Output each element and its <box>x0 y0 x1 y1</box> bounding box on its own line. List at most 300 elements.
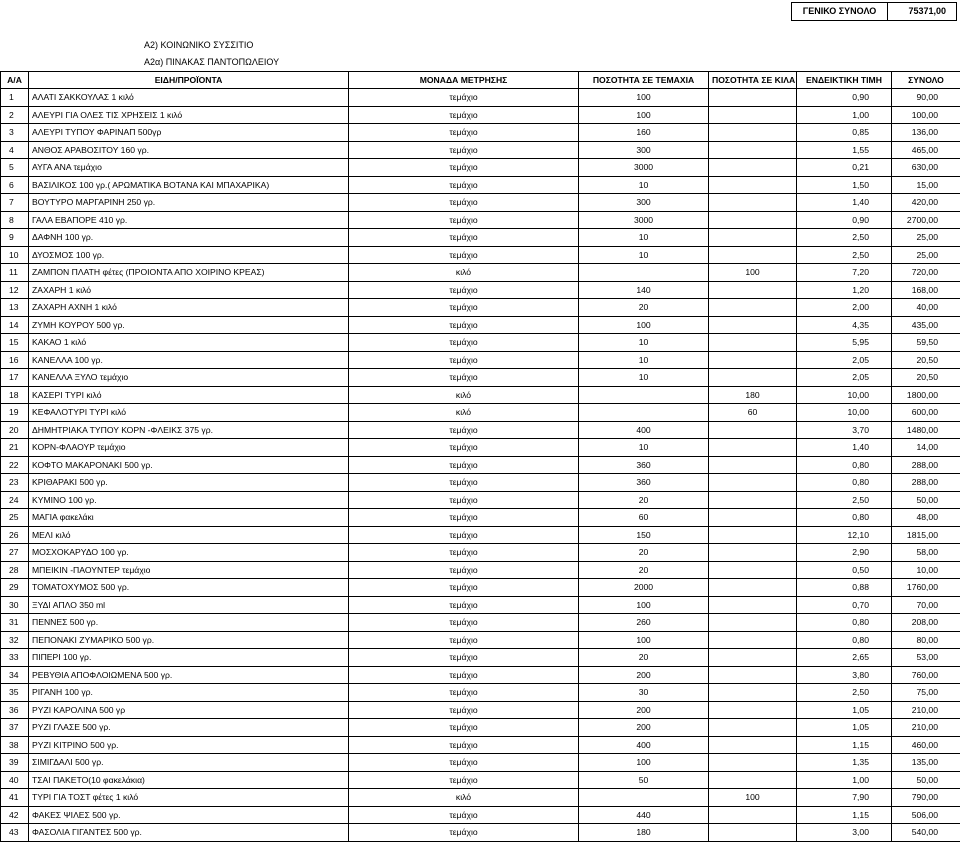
qty-pieces: 180 <box>579 824 709 842</box>
table-row <box>1 124 960 142</box>
qty-pieces: 140 <box>579 281 709 299</box>
unit: τεμάχιο <box>349 316 579 334</box>
unit: τεμάχιο <box>349 491 579 509</box>
unit-price: 4,35 <box>797 316 892 334</box>
qty-kilos <box>709 351 797 369</box>
line-total: 288,00 <box>892 456 960 474</box>
unit-price: 12,10 <box>797 526 892 544</box>
row-number: 6 <box>1 176 29 194</box>
qty-kilos <box>709 299 797 317</box>
row-number: 31 <box>1 614 29 632</box>
qty-pieces <box>579 386 709 404</box>
unit-price: 2,05 <box>797 351 892 369</box>
item-name: ΜΑΓΙΑ φακελάκι <box>29 509 349 527</box>
unit: τεμάχιο <box>349 421 579 439</box>
item-name: ΓΑΛΑ ΕΒΑΠΟΡΕ 410 γρ. <box>29 211 349 229</box>
line-total: 135,00 <box>892 754 960 772</box>
unit: τεμάχιο <box>349 246 579 264</box>
item-name: ΚΥΜΙΝΟ 100 γρ. <box>29 491 349 509</box>
row-number: 9 <box>1 229 29 247</box>
row-number: 20 <box>1 421 29 439</box>
unit-price: 2,50 <box>797 684 892 702</box>
table-row <box>1 456 960 474</box>
unit: τεμάχιο <box>349 614 579 632</box>
item-name: ΑΥΓΑ ΑΝΑ τεμάχιο <box>29 159 349 177</box>
table-row <box>1 614 960 632</box>
qty-kilos <box>709 159 797 177</box>
row-number: 26 <box>1 526 29 544</box>
line-total: 53,00 <box>892 649 960 667</box>
qty-kilos <box>709 439 797 457</box>
row-number: 30 <box>1 596 29 614</box>
header-qty-pieces: ΠΟΣΟΤΗΤΑ ΣΕ ΤΕΜΑΧΙΑ <box>579 72 709 89</box>
qty-pieces: 300 <box>579 141 709 159</box>
table-row <box>1 351 960 369</box>
line-total: 136,00 <box>892 124 960 142</box>
row-number: 38 <box>1 736 29 754</box>
qty-kilos <box>709 824 797 842</box>
row-number: 17 <box>1 369 29 387</box>
table-row <box>1 404 960 422</box>
unit-price: 1,05 <box>797 719 892 737</box>
header-unit: ΜΟΝΑΔΑ ΜΕΤΡΗΣΗΣ <box>349 72 579 89</box>
table-row <box>1 649 960 667</box>
qty-kilos <box>709 806 797 824</box>
qty-pieces: 10 <box>579 246 709 264</box>
table-row <box>1 666 960 684</box>
grand-total-box <box>791 2 957 21</box>
row-number: 10 <box>1 246 29 264</box>
unit-price: 1,40 <box>797 194 892 212</box>
unit: τεμάχιο <box>349 649 579 667</box>
item-name: ΚΟΡΝ-ΦΛΑΟΥΡ τεμάχιο <box>29 439 349 457</box>
table-row <box>1 684 960 702</box>
row-number: 21 <box>1 439 29 457</box>
line-total: 460,00 <box>892 736 960 754</box>
qty-kilos <box>709 316 797 334</box>
qty-pieces: 20 <box>579 544 709 562</box>
table-row <box>1 491 960 509</box>
item-name: ΚΑΚΑΟ 1 κιλό <box>29 334 349 352</box>
item-name: ΚΑΣΕΡΙ ΤΥΡΙ κιλό <box>29 386 349 404</box>
table-row <box>1 299 960 317</box>
row-number: 14 <box>1 316 29 334</box>
qty-kilos <box>709 281 797 299</box>
line-total: 25,00 <box>892 229 960 247</box>
table-row <box>1 701 960 719</box>
unit: τεμάχιο <box>349 124 579 142</box>
unit-price: 0,90 <box>797 89 892 107</box>
qty-pieces: 10 <box>579 439 709 457</box>
row-number: 33 <box>1 649 29 667</box>
qty-kilos: 60 <box>709 404 797 422</box>
unit-price: 3,00 <box>797 824 892 842</box>
line-total: 70,00 <box>892 596 960 614</box>
qty-pieces <box>579 789 709 807</box>
item-name: ΜΠΕΙΚΙΝ -ΠΑΟΥΝΤΕΡ τεμάχιο <box>29 561 349 579</box>
unit: τεμάχιο <box>349 806 579 824</box>
grand-total-label: ΓΕΝΙΚΟ ΣΥΝΟΛΟ <box>792 3 888 20</box>
unit: τεμάχιο <box>349 701 579 719</box>
row-number: 42 <box>1 806 29 824</box>
item-name: ΜΕΛΙ κιλό <box>29 526 349 544</box>
table-row <box>1 334 960 352</box>
qty-kilos <box>709 246 797 264</box>
item-name: ΤΥΡΙ ΓΙΑ ΤΟΣΤ φέτες 1 κιλό <box>29 789 349 807</box>
item-name: ΚΟΦΤΟ ΜΑΚΑΡΟΝΑΚΙ 500 γρ. <box>29 456 349 474</box>
qty-pieces: 10 <box>579 369 709 387</box>
row-number: 39 <box>1 754 29 772</box>
qty-pieces: 20 <box>579 649 709 667</box>
header-item: ΕΙΔΗ/ΠΡΟΪΟΝΤΑ <box>29 72 349 89</box>
line-total: 435,00 <box>892 316 960 334</box>
line-total: 790,00 <box>892 789 960 807</box>
line-total: 1800,00 <box>892 386 960 404</box>
item-name: ΔΥΟΣΜΟΣ 100 γρ. <box>29 246 349 264</box>
line-total: 58,00 <box>892 544 960 562</box>
qty-kilos <box>709 211 797 229</box>
table-row <box>1 579 960 597</box>
line-total: 80,00 <box>892 631 960 649</box>
unit: τεμάχιο <box>349 351 579 369</box>
item-name: ΡΕΒΥΘΙΑ ΑΠΟΦΛΟΙΩΜΕΝΑ 500 γρ. <box>29 666 349 684</box>
line-total: 208,00 <box>892 614 960 632</box>
unit-price: 2,50 <box>797 229 892 247</box>
qty-pieces: 160 <box>579 124 709 142</box>
qty-kilos: 100 <box>709 264 797 282</box>
qty-kilos <box>709 474 797 492</box>
unit: τεμάχιο <box>349 474 579 492</box>
unit-price: 1,20 <box>797 281 892 299</box>
qty-pieces: 30 <box>579 684 709 702</box>
item-name: ΔΑΦΝΗ 100 γρ. <box>29 229 349 247</box>
item-name: ΣΙΜΙΓΔΑΛΙ 500 γρ. <box>29 754 349 772</box>
line-total: 15,00 <box>892 176 960 194</box>
qty-kilos <box>709 561 797 579</box>
item-name: ΖΥΜΗ ΚΟΥΡΟΥ 500 γρ. <box>29 316 349 334</box>
unit-price: 0,21 <box>797 159 892 177</box>
row-number: 15 <box>1 334 29 352</box>
qty-pieces: 200 <box>579 719 709 737</box>
line-total: 50,00 <box>892 491 960 509</box>
table-row <box>1 229 960 247</box>
row-number: 2 <box>1 106 29 124</box>
line-total: 540,00 <box>892 824 960 842</box>
row-number: 11 <box>1 264 29 282</box>
table-row <box>1 736 960 754</box>
table-row <box>1 631 960 649</box>
unit-price: 2,05 <box>797 369 892 387</box>
unit-price: 2,90 <box>797 544 892 562</box>
row-number: 13 <box>1 299 29 317</box>
line-total: 2700,00 <box>892 211 960 229</box>
qty-pieces: 20 <box>579 299 709 317</box>
qty-pieces: 150 <box>579 526 709 544</box>
row-number: 1 <box>1 89 29 107</box>
qty-pieces: 10 <box>579 351 709 369</box>
qty-kilos <box>709 544 797 562</box>
qty-pieces: 100 <box>579 631 709 649</box>
row-number: 7 <box>1 194 29 212</box>
row-number: 37 <box>1 719 29 737</box>
qty-pieces: 10 <box>579 334 709 352</box>
unit: τεμάχιο <box>349 299 579 317</box>
table-row <box>1 474 960 492</box>
qty-pieces: 400 <box>579 736 709 754</box>
line-total: 1815,00 <box>892 526 960 544</box>
qty-kilos <box>709 771 797 789</box>
unit-price: 0,85 <box>797 124 892 142</box>
row-number: 40 <box>1 771 29 789</box>
unit-price: 1,35 <box>797 754 892 772</box>
qty-pieces: 360 <box>579 456 709 474</box>
row-number: 5 <box>1 159 29 177</box>
qty-kilos <box>709 719 797 737</box>
header-total: ΣΥΝΟΛΟ <box>892 72 960 89</box>
line-total: 40,00 <box>892 299 960 317</box>
qty-pieces: 200 <box>579 701 709 719</box>
unit: τεμάχιο <box>349 106 579 124</box>
line-total: 760,00 <box>892 666 960 684</box>
row-number: 27 <box>1 544 29 562</box>
line-total: 720,00 <box>892 264 960 282</box>
item-name: ΖΑΧΑΡΗ ΑΧΝΗ 1 κιλό <box>29 299 349 317</box>
item-name: ΑΛΕΥΡΙ ΤΥΠΟΥ ΦΑΡΙΝΑΠ 500γρ <box>29 124 349 142</box>
row-number: 25 <box>1 509 29 527</box>
unit: τεμάχιο <box>349 176 579 194</box>
header-qty-kilos: ΠΟΣΟΤΗΤΑ ΣΕ ΚΙΛΑ <box>709 72 797 89</box>
unit: τεμάχιο <box>349 334 579 352</box>
unit-price: 0,88 <box>797 579 892 597</box>
unit: κιλό <box>349 386 579 404</box>
table-row <box>1 439 960 457</box>
line-total: 48,00 <box>892 509 960 527</box>
table-row <box>1 544 960 562</box>
qty-pieces: 20 <box>579 561 709 579</box>
table-row <box>1 264 960 282</box>
line-total: 75,00 <box>892 684 960 702</box>
unit-price: 0,80 <box>797 456 892 474</box>
unit: τεμάχιο <box>349 561 579 579</box>
item-name: ΖΑΧΑΡΗ 1 κιλό <box>29 281 349 299</box>
unit: τεμάχιο <box>349 719 579 737</box>
unit: τεμάχιο <box>349 544 579 562</box>
row-number: 4 <box>1 141 29 159</box>
line-total: 506,00 <box>892 806 960 824</box>
item-name: ΚΕΦΑΛΟΤΥΡΙ ΤΥΡΙ κιλό <box>29 404 349 422</box>
row-number: 16 <box>1 351 29 369</box>
unit-price: 0,80 <box>797 509 892 527</box>
qty-kilos <box>709 334 797 352</box>
unit: τεμάχιο <box>349 281 579 299</box>
unit: τεμάχιο <box>349 456 579 474</box>
unit: τεμάχιο <box>349 684 579 702</box>
table-row <box>1 176 960 194</box>
qty-kilos <box>709 736 797 754</box>
qty-kilos <box>709 89 797 107</box>
unit: τεμάχιο <box>349 754 579 772</box>
products-table <box>0 71 960 842</box>
table-row <box>1 211 960 229</box>
unit-price: 1,00 <box>797 106 892 124</box>
unit: τεμάχιο <box>349 89 579 107</box>
qty-pieces: 100 <box>579 596 709 614</box>
table-row <box>1 159 960 177</box>
grand-total-value: 75371,00 <box>908 6 946 16</box>
row-number: 28 <box>1 561 29 579</box>
header-aa: Α/Α <box>1 72 29 89</box>
item-name: ΚΑΝΕΛΛΑ 100 γρ. <box>29 351 349 369</box>
unit: τεμάχιο <box>349 579 579 597</box>
table-row <box>1 246 960 264</box>
unit: τεμάχιο <box>349 229 579 247</box>
line-total: 10,00 <box>892 561 960 579</box>
table-row <box>1 369 960 387</box>
row-number: 8 <box>1 211 29 229</box>
qty-kilos: 100 <box>709 789 797 807</box>
line-total: 600,00 <box>892 404 960 422</box>
qty-pieces: 360 <box>579 474 709 492</box>
line-total: 465,00 <box>892 141 960 159</box>
qty-pieces: 3000 <box>579 211 709 229</box>
row-number: 22 <box>1 456 29 474</box>
item-name: ΑΝΘΟΣ ΑΡΑΒΟΣΙΤΟΥ 160 γρ. <box>29 141 349 159</box>
qty-kilos <box>709 106 797 124</box>
table-row <box>1 561 960 579</box>
unit: τεμάχιο <box>349 141 579 159</box>
table-row <box>1 789 960 807</box>
qty-kilos <box>709 141 797 159</box>
item-name: ΡΙΓΑΝΗ 100 γρ. <box>29 684 349 702</box>
unit-price: 7,20 <box>797 264 892 282</box>
table-header-row <box>1 72 960 89</box>
unit-price: 1,00 <box>797 771 892 789</box>
qty-pieces <box>579 404 709 422</box>
qty-kilos <box>709 754 797 772</box>
unit: τεμάχιο <box>349 666 579 684</box>
item-name: ΦΑΚΕΣ ΨΙΛΕΣ 500 γρ. <box>29 806 349 824</box>
qty-kilos <box>709 509 797 527</box>
qty-pieces: 300 <box>579 194 709 212</box>
table-row <box>1 421 960 439</box>
line-total: 59,50 <box>892 334 960 352</box>
item-name: ΠΙΠΕΡΙ 100 γρ. <box>29 649 349 667</box>
qty-kilos <box>709 526 797 544</box>
line-total: 210,00 <box>892 701 960 719</box>
item-name: ΡΥΖΙ ΓΛΑΣΕ 500 γρ. <box>29 719 349 737</box>
row-number: 12 <box>1 281 29 299</box>
line-total: 1760,00 <box>892 579 960 597</box>
header-price: ΕΝΔΕΙΚΤΙΚΗ ΤΙΜΗ <box>797 72 892 89</box>
qty-kilos <box>709 649 797 667</box>
unit-price: 0,70 <box>797 596 892 614</box>
qty-kilos <box>709 194 797 212</box>
table-row <box>1 719 960 737</box>
unit-price: 5,95 <box>797 334 892 352</box>
unit-price: 2,65 <box>797 649 892 667</box>
line-total: 168,00 <box>892 281 960 299</box>
line-total: 90,00 <box>892 89 960 107</box>
line-total: 14,00 <box>892 439 960 457</box>
unit: κιλό <box>349 789 579 807</box>
item-name: ΒΟΥΤΥΡΟ ΜΑΡΓΑΡΙΝΗ 250 γρ. <box>29 194 349 212</box>
item-name: ΖΑΜΠΟΝ ΠΛΑΤΗ φέτες (ΠΡΟΙΟΝΤΑ ΑΠΟ ΧΟΙΡΙΝΟ ΚΡΕΑΣ) <box>29 264 349 282</box>
row-number: 34 <box>1 666 29 684</box>
unit: τεμάχιο <box>349 439 579 457</box>
qty-kilos <box>709 579 797 597</box>
qty-pieces: 400 <box>579 421 709 439</box>
qty-pieces: 20 <box>579 491 709 509</box>
table-row <box>1 509 960 527</box>
item-name: ΑΛΑΤΙ ΣΑΚΚΟΥΛΑΣ 1 κιλό <box>29 89 349 107</box>
qty-pieces: 10 <box>579 229 709 247</box>
unit: τεμάχιο <box>349 194 579 212</box>
qty-pieces: 2000 <box>579 579 709 597</box>
table-row <box>1 596 960 614</box>
qty-kilos <box>709 124 797 142</box>
row-number: 32 <box>1 631 29 649</box>
table-row <box>1 316 960 334</box>
item-name: ΜΟΣΧΟΚΑΡΥΔΟ 100 γρ. <box>29 544 349 562</box>
table-row <box>1 89 960 107</box>
qty-pieces: 50 <box>579 771 709 789</box>
item-name: ΠΕΝΝΕΣ 500 γρ. <box>29 614 349 632</box>
qty-pieces: 100 <box>579 106 709 124</box>
item-name: ΚΑΝΕΛΛΑ ΞΥΛΟ τεμάχιο <box>29 369 349 387</box>
unit-price: 7,90 <box>797 789 892 807</box>
item-name: ΡΥΖΙ ΚΑΡΟΛΙΝΑ 500 γρ <box>29 701 349 719</box>
qty-pieces: 100 <box>579 754 709 772</box>
unit: τεμάχιο <box>349 526 579 544</box>
qty-kilos <box>709 176 797 194</box>
unit: τεμάχιο <box>349 596 579 614</box>
line-total: 210,00 <box>892 719 960 737</box>
item-name: ΞΥΔΙ ΑΠΛΟ 350 ml <box>29 596 349 614</box>
unit-price: 3,70 <box>797 421 892 439</box>
qty-kilos <box>709 491 797 509</box>
table-row <box>1 771 960 789</box>
sub-title: Α2α) ΠΙΝΑΚΑΣ ΠΑΝΤΟΠΩΛΕΙΟΥ <box>144 57 280 67</box>
qty-kilos <box>709 456 797 474</box>
table-row <box>1 106 960 124</box>
qty-kilos <box>709 229 797 247</box>
unit: τεμάχιο <box>349 824 579 842</box>
item-name: ΒΑΣΙΛΙΚΟΣ 100 γρ.( ΑΡΩΜΑΤΙΚΑ ΒΟΤΑΝΑ ΚΑΙ ΜΠΑΧΑΡΙΚΑ) <box>29 176 349 194</box>
row-number: 41 <box>1 789 29 807</box>
unit-price: 2,50 <box>797 246 892 264</box>
table-row <box>1 526 960 544</box>
line-total: 630,00 <box>892 159 960 177</box>
unit-price: 0,80 <box>797 631 892 649</box>
unit-price: 2,50 <box>797 491 892 509</box>
unit-price: 10,00 <box>797 386 892 404</box>
qty-kilos <box>709 666 797 684</box>
row-number: 24 <box>1 491 29 509</box>
row-number: 29 <box>1 579 29 597</box>
unit-price: 1,40 <box>797 439 892 457</box>
unit-price: 1,15 <box>797 806 892 824</box>
unit-price: 0,90 <box>797 211 892 229</box>
line-total: 50,00 <box>892 771 960 789</box>
qty-pieces: 3000 <box>579 159 709 177</box>
qty-pieces: 440 <box>579 806 709 824</box>
table-row <box>1 806 960 824</box>
item-name: ΤΣΑΙ ΠΑΚΕΤΟ(10 φακελάκια) <box>29 771 349 789</box>
unit-price: 1,15 <box>797 736 892 754</box>
row-number: 23 <box>1 474 29 492</box>
unit-price: 2,00 <box>797 299 892 317</box>
table-row <box>1 824 960 842</box>
